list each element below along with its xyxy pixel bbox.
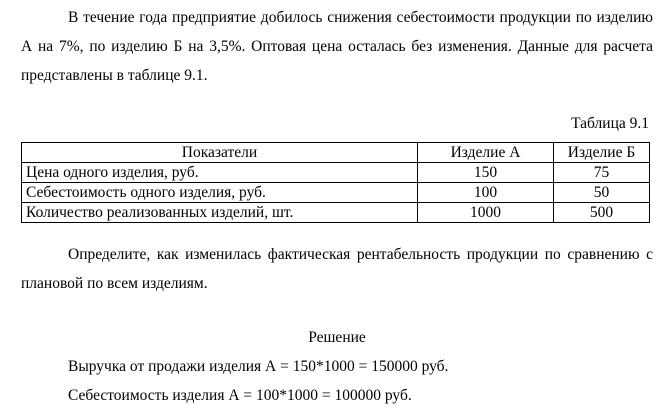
table-row [22, 203, 650, 223]
row-label: Цена одного изделия, руб. [22, 163, 418, 183]
solution-line: Себестоимость изделия А = 100*1000 = 100000 руб. [68, 387, 412, 404]
solution-heading: Решение [308, 329, 366, 346]
cell-value: 100 [418, 183, 554, 203]
solution-line: Выручка от продажи изделия А = 150*1000 = 150000 руб. [68, 358, 449, 375]
header-product-b: Изделие Б [554, 143, 650, 163]
header-indicator: Показатели [22, 143, 418, 163]
table-caption: Таблица 9.1 [571, 115, 649, 132]
intro-paragraph: В течение года предприятие добилось снижения себестоимости продукции по изделию А на 7%, по изделию Б на 3,5%. Оптовая цена осталась без изменения. Данные для расчета представлены в таблице 9.1. [21, 9, 653, 84]
task-paragraph: Определите, как изменилась фактическая рентабельность продукции по сравнению с плановой по всем изделиям. [21, 246, 653, 292]
data-table [21, 142, 650, 223]
table-header-row [22, 143, 650, 163]
cell-value: 75 [554, 163, 650, 183]
cell-value: 150 [418, 163, 554, 183]
row-label: Количество реализованных изделий, шт. [22, 203, 418, 223]
row-label: Себестоимость одного изделия, руб. [22, 183, 418, 203]
cell-value: 1000 [418, 203, 554, 223]
cell-value: 500 [554, 203, 650, 223]
table-row [22, 183, 650, 203]
cell-value: 50 [554, 183, 650, 203]
table-row [22, 163, 650, 183]
header-product-a: Изделие А [418, 143, 554, 163]
